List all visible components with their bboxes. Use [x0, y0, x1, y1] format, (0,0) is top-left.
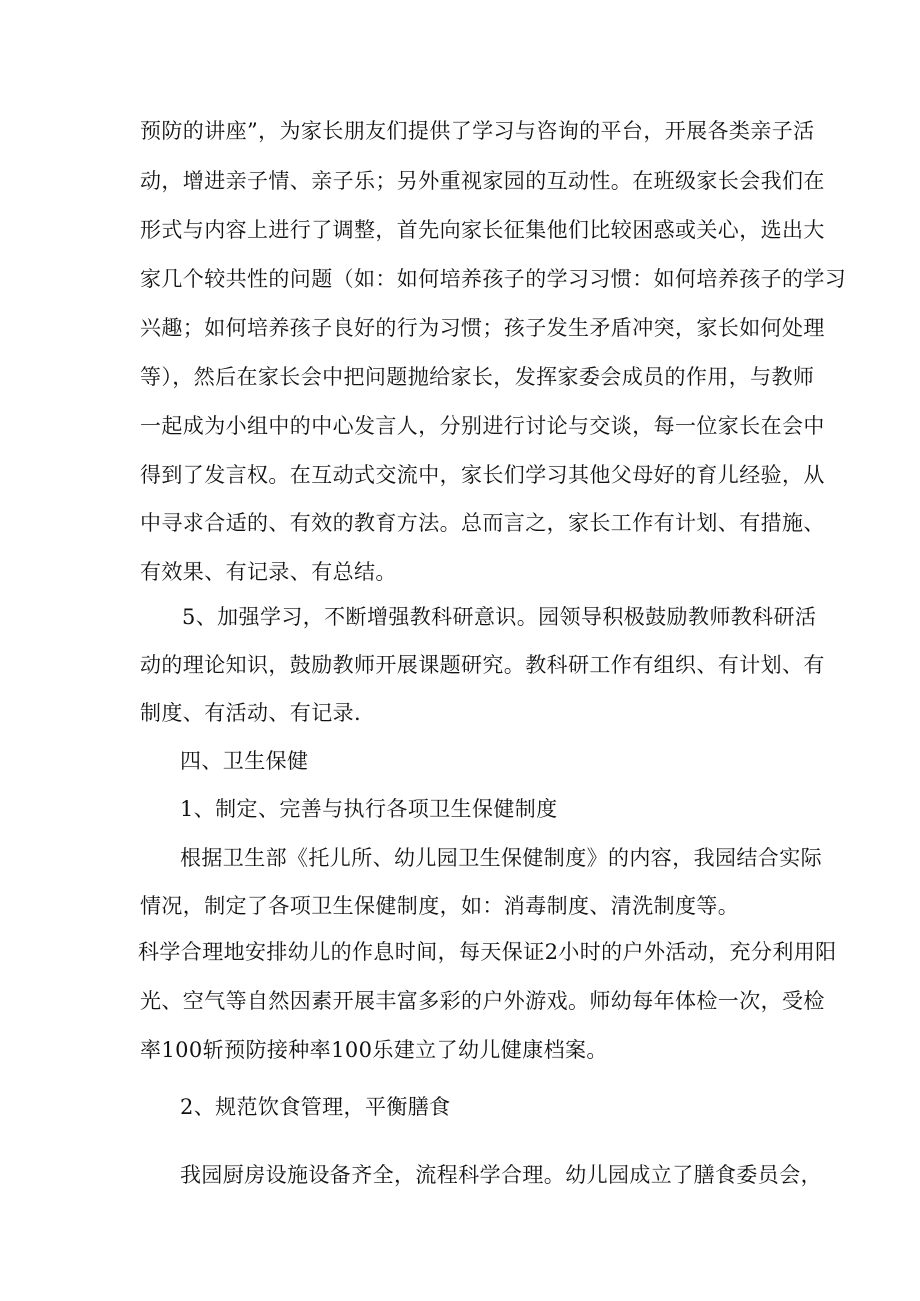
- text-line: 光、空气等自然因素开展丰富多彩的户外游戏。师幼每年体检一次，受检: [140, 989, 825, 1013]
- text-line: 预防的讲座”，为家长朋友们提供了学习与咨询的平台，开展各类亲子活: [140, 119, 815, 143]
- text-line: 动的理论知识，鼓励教师开展课题研究。教科研工作有组织、有计划、有: [140, 653, 825, 677]
- text-line: 形式与内容上进行了调整，首先向家长征集他们比较困惑或关心，选出大: [140, 218, 825, 242]
- text-line: 有效果、有记录、有总结。: [140, 560, 397, 584]
- text-line: 情况，制定了各项卫生保健制度，如：消毒制度、清洗制度等。: [140, 894, 740, 918]
- subheading-health-system: 1、制定、完善与执行各项卫生保健制度: [180, 797, 558, 821]
- paragraph-health-rules: 根据卫生部《托儿所、幼儿园卫生保健制度》的内容，我园结合实际: [180, 846, 822, 870]
- text-line: 家几个较共性的问题（如：如何培养孩子的学习习惯：如何培养孩子的学习: [140, 267, 847, 291]
- paragraph-kitchen: 我园厨房设施设备齐全，流程科学合理。幼儿园成立了膳食委员会，: [180, 1163, 822, 1187]
- text-line: 率100斩预防接种率100乐建立了幼儿健康档案。: [140, 1038, 608, 1062]
- text-line: 制度、有活动、有记录.: [140, 701, 362, 725]
- text-line: 中寻求合适的、有效的教育方法。总而言之，家长工作有计划、有措施、: [140, 511, 825, 535]
- paragraph-schedule: 科学合理地安排幼儿的作息时间，每天保证2小时的户外活动，充分利用阳: [138, 940, 837, 964]
- paragraph-study: 5、加强学习，不断增强教科研意识。园领导积极鼓励教师教科研活: [182, 605, 817, 629]
- text-line: 兴趣；如何培养孩子良好的行为习惯；孩子发生矛盾冲突，家长如何处理: [140, 316, 825, 340]
- text-line: 一起成为小组中的中心发言人，分别进行讨论与交谈，每一位家长在会中: [140, 414, 825, 438]
- text-line: 动，增进亲子情、亲子乐；另外重视家园的互动性。在班级家长会我们在: [140, 169, 825, 193]
- section-heading-health: 四、卫生保健: [180, 749, 309, 773]
- subheading-diet: 2、规范饮食管理，平衡膳食: [180, 1095, 451, 1119]
- text-line: 得到了发言权。在互动式交流中，家长们学习其他父母好的育儿经验，从: [140, 463, 825, 487]
- text-line: 等），然后在家长会中把问题抛给家长，发挥家委会成员的作用，与教师: [140, 365, 815, 389]
